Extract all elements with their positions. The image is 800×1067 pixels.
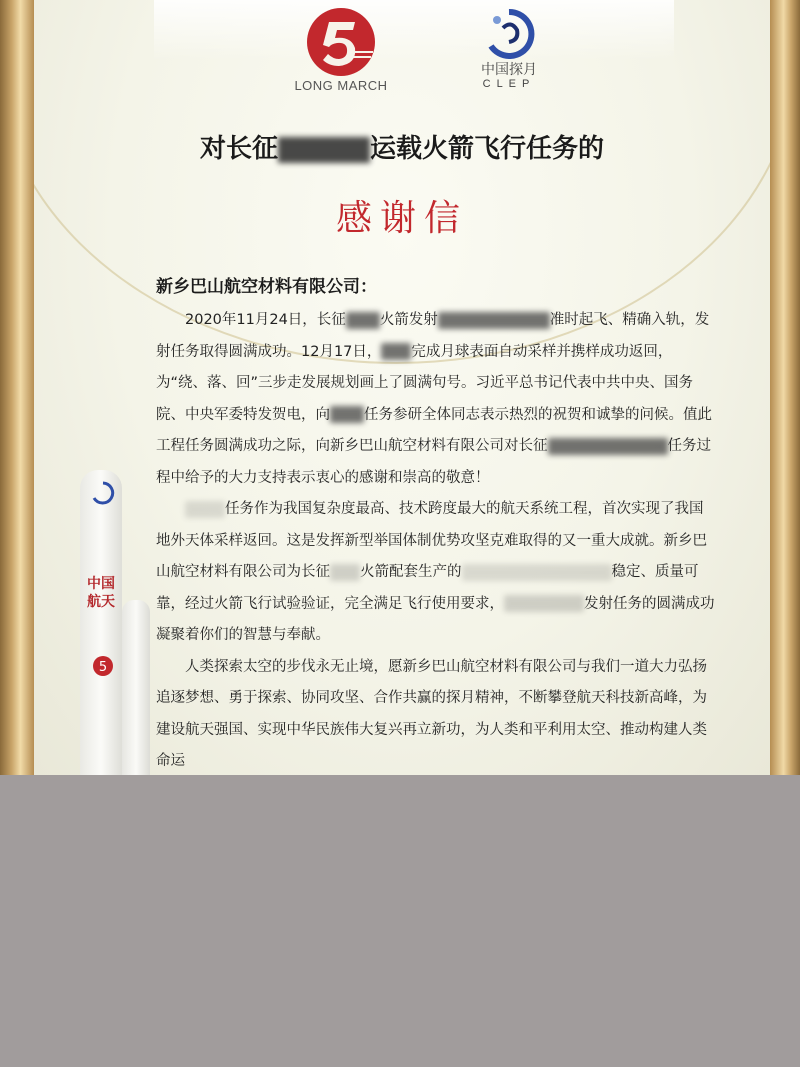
clep-logo [459,6,559,102]
frame-right-edge [770,0,800,775]
long-march-small-icon [92,655,114,677]
paragraph-1-text: 火箭发射 [379,312,438,328]
clep-label-cn: 中国探月 [481,62,537,78]
blank-gray-area [0,775,800,1067]
letter-subtitle: 感谢信 [335,198,468,239]
rocket-booster [122,600,150,775]
certificate-paper [34,0,770,775]
paragraph-3 [156,652,716,776]
paragraph-1-text: 完成月球表面自动采样并携样成功返回，为“绕、落、回”三步走发展规划画上了圆满句号。习近平总书记代表中共中央、国务院、中央军委特发贺电，向 [156,343,694,423]
rocket-long-march-mark [92,655,114,681]
rocket-illustration [80,470,122,775]
redacted-block [462,564,612,581]
redacted-block [504,595,584,612]
light-glare [154,0,674,60]
paragraph-2-text: 发射任务的圆满成功凝聚着你们的智慧与奉献。 [156,595,715,643]
salutation: 新乡巴山航空材料有限公司： [156,277,377,297]
redacted-block [330,406,364,423]
paragraph-1 [156,305,716,494]
redacted-block [548,438,668,455]
clep-label-en: CLEP [482,78,536,90]
rocket-clep-mark [90,480,116,510]
paragraph-2-text: 任务作为我国复杂度最高、技术跨度最大的航天系统工程，首次实现了我国地外天体采样返回。这是发挥新型举国体制优势攻坚克难取得的又一重大成就。新乡巴山航空材料有限公司为长征 [156,501,707,580]
paragraph-1-text: 准时起飞、精确入轨，发射任务取得圆满成功。12月17日， [156,312,710,360]
redacted-block [185,501,225,518]
title-suffix: 运载火箭飞行任务的 [370,134,605,164]
redacted-block [381,343,411,360]
redacted-block [346,312,380,329]
paragraph-1-text: 任务参研全体同志表示热烈的祝贺和诚挚的问候。值此工程任务圆满成功之际，向新乡巴山航空材料有限公司对长征 [156,406,712,454]
clep-emblem-icon [481,6,537,62]
paragraph-2-text: 火箭配套生产的 [360,564,462,580]
long-march-label: LONG MARCH [294,78,388,93]
frame-left-edge [0,0,34,775]
paragraph-2-text: 稳定、质量可靠，经过火箭飞行试验验证，完全满足飞行使用要求， [156,564,699,612]
letter-title [34,128,770,165]
long-march-emblem-icon [303,4,379,80]
rocket-label: 中国航天 [87,576,115,610]
letter-body [156,305,716,775]
paragraph-1-text: 任务过程中给予的大力支持表示衷心的感谢和崇高的敬意！ [156,438,711,486]
long-march-logo [286,4,396,102]
redacted-block [278,137,370,163]
title-prefix: 对长征 [199,134,278,164]
paragraph-2 [156,494,716,652]
paragraph-1-text: 2020年11月24日，长征 [185,312,346,328]
svg-text:5: 5 [98,660,108,675]
redacted-block [438,312,550,329]
clep-small-icon [90,480,116,506]
paragraph-3-text: 人类探索太空的步伐永无止境，愿新乡巴山航空材料有限公司与我们一道大力弘扬追逐梦想、勇于探索、协同攻坚、合作共赢的探月精神，不断攀登航天科技新高峰，为建设航天强国、实现中华民族伟大复兴再立新功，为人类和平利用太空、推动构建人类命运 [156,658,707,769]
redacted-block [330,564,360,581]
